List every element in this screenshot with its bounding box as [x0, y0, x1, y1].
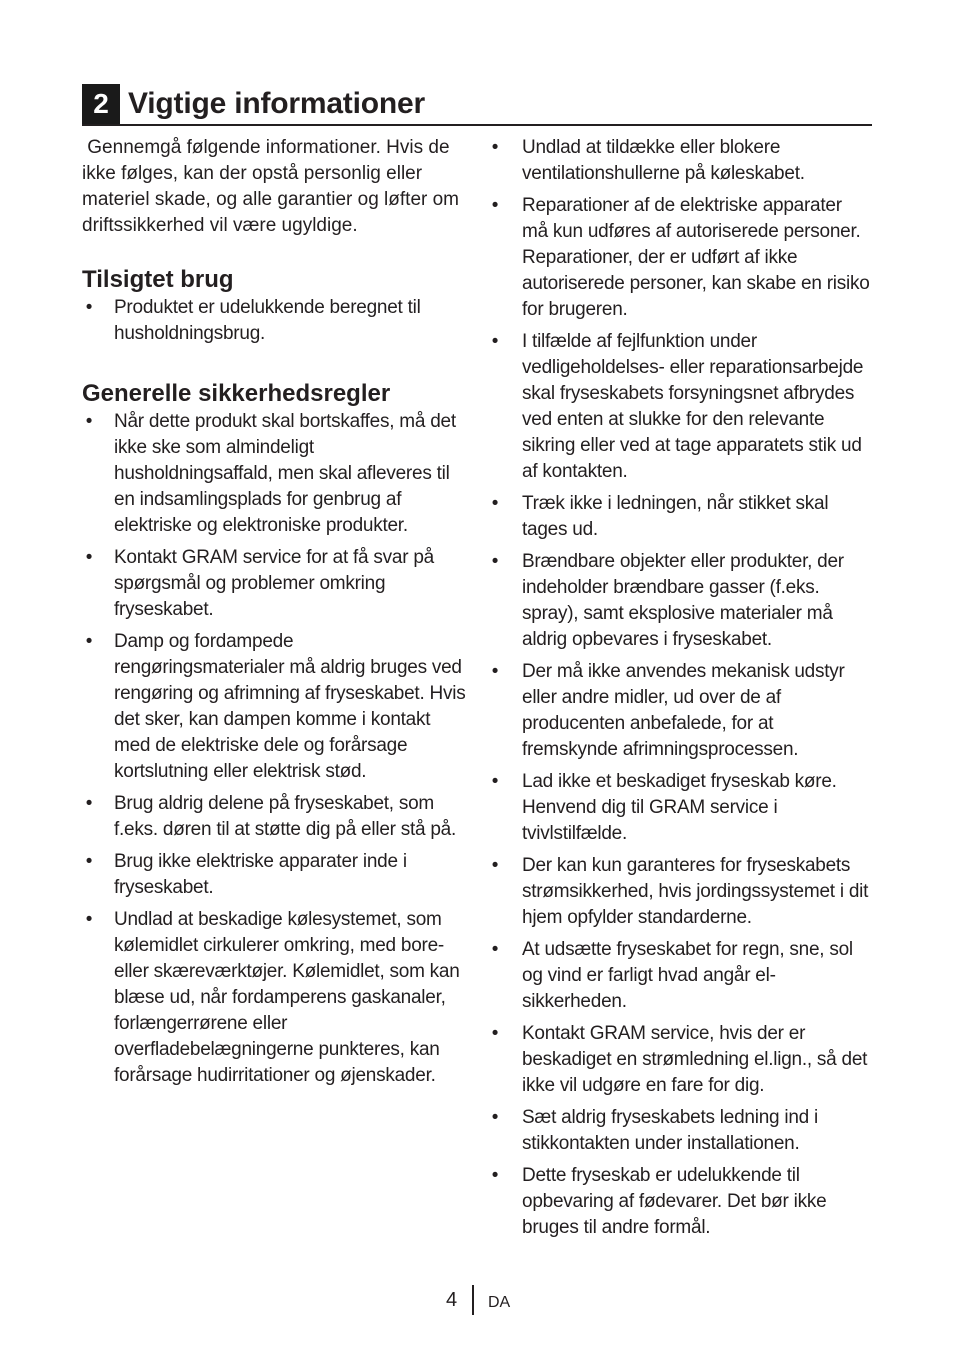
list-item-text: Undlad at beskadige kølesystemet, som kølemidlet cirkulerer omkring, med bore- eller skæreværktøjer. Kølemidlet, som kan blæse ud, når fordamperens gaskanaler, forlængerrørene eller overfladebelægningerne punkteres, kan forårsage hudirritationer og øjenskader. — [114, 909, 460, 1086]
list-item — [82, 545, 466, 623]
list-item-text: At udsætte fryseskabet for regn, sne, sol og vind er farligt hvad angår el-sikkerheden. — [522, 939, 853, 1012]
list-item — [488, 769, 872, 847]
list-item-text: Kontakt GRAM service for at få svar på spørgsmål og problemer omkring fryseskabet. — [114, 547, 434, 620]
bullet-icon: • — [85, 909, 93, 930]
list-item — [82, 409, 466, 539]
bullet-icon: • — [491, 195, 499, 216]
page-number: 4 — [446, 1289, 458, 1311]
footer-divider — [472, 1285, 474, 1315]
left-column — [82, 135, 466, 1095]
heading-generelle-sikkerhedsregler: Generelle sikkerhedsregler — [82, 380, 391, 407]
list-item-text: Brug ikke elektriske apparater inde i fryseskabet. — [114, 851, 407, 898]
bullet-icon: • — [85, 631, 93, 652]
list-item — [488, 659, 872, 763]
heading-tilsigtet-brug: Tilsigtet brug — [82, 266, 234, 293]
bullet-icon: • — [85, 547, 93, 568]
list-item — [82, 907, 466, 1089]
bullet-icon: • — [491, 493, 499, 514]
list-item-text: Kontakt GRAM service, hvis der er beskadiget en strømledning el.lign., så det ikke vil udgøre en fare for dig. — [522, 1023, 868, 1096]
bullet-icon: • — [85, 411, 93, 432]
bullet-icon: • — [491, 771, 499, 792]
list-item — [488, 1105, 872, 1157]
bullet-icon: • — [491, 1107, 499, 1128]
bullet-icon: • — [491, 137, 499, 158]
list-item — [488, 1163, 872, 1241]
right-safety-list — [488, 135, 872, 1241]
page-header — [82, 84, 872, 126]
list-item-text: Der kan kun garanteres for fryseskabets strømsikkerhed, hvis jordingssystemet i dit hjem opfylder standarderne. — [522, 855, 869, 928]
list-item-text: Der må ikke anvendes mekanisk udstyr eller andre midler, ud over de af producenten anbefalede, for at fremskynde afrimningsprocessen. — [522, 661, 845, 760]
bullet-icon: • — [491, 551, 499, 572]
list-item — [488, 549, 872, 653]
list-item-text: I tilfælde af fejlfunktion under vedligeholdelses- eller reparationsarbejde skal fryseskabets forsyningsnet afbrydes ved enten at slukke for den relevante sikring eller ved at tage apparatets stik ud af kontakten. — [522, 331, 864, 482]
list-item — [82, 629, 466, 785]
intro-paragraph: Gennemgå følgende informationer. Hvis de ikke følges, kan der opstå personlig eller materiel skade, og alle garantier og løfter om driftssikkerhed vil være ugyldige. — [82, 137, 465, 236]
bullet-icon: • — [491, 939, 499, 960]
bullet-icon: • — [491, 331, 499, 352]
bullet-icon: • — [85, 851, 93, 872]
bullet-icon: • — [85, 793, 93, 814]
bullet-icon: • — [491, 1023, 499, 1044]
list-item-text: Undlad at tildække eller blokere ventilationshullerne på køleskabet. — [522, 137, 805, 184]
language-code: DA — [488, 1294, 511, 1311]
list-item — [488, 1021, 872, 1099]
list-item-text: Produktet er udelukkende beregnet til husholdningsbrug. — [114, 297, 421, 344]
list-item — [488, 491, 872, 543]
list-item — [82, 295, 466, 347]
generelle-list — [82, 409, 466, 1089]
list-item-text: Sæt aldrig fryseskabets ledning ind i stikkontakten under installationen. — [522, 1107, 818, 1154]
section-number-badge: 2 — [82, 84, 120, 124]
right-column — [488, 135, 872, 1247]
tilsigtet-brug-list — [82, 295, 466, 347]
list-item — [488, 135, 872, 187]
list-item — [82, 791, 466, 843]
bullet-icon: • — [491, 661, 499, 682]
list-item-text: Dette fryseskab er udelukkende til opbevaring af fødevarer. Det bør ikke bruges til andre formål. — [522, 1165, 827, 1238]
list-item — [488, 937, 872, 1015]
list-item — [488, 193, 872, 323]
list-item — [488, 329, 872, 485]
list-item-text: Brændbare objekter eller produkter, der indeholder brændbare gasser (f.eks. spray), samt eksplosive materialer må aldrig opbevares i fryseskabet. — [522, 551, 844, 650]
list-item-text: Damp og fordampede rengøringsmaterialer må aldrig bruges ved rengøring og afrimning af fryseskabet. Hvis det sker, kan dampen komme i kontakt med de elektriske dele og forårsage kortslutning eller elektrisk stød. — [114, 631, 466, 782]
list-item-text: Lad ikke et beskadiget fryseskab køre. Henvend dig til GRAM service i tvivlstilfælde. — [522, 771, 837, 844]
list-item — [82, 849, 466, 901]
page-footer — [0, 1285, 954, 1317]
list-item-text: Træk ikke i ledningen, når stikket skal tages ud. — [522, 493, 829, 540]
bullet-icon: • — [491, 855, 499, 876]
list-item-text: Når dette produkt skal bortskaffes, må det ikke ske som almindeligt husholdningsaffald, men skal afleveres til en indsamlingsplads for genbrug af elektriske og elektroniske produkter. — [114, 411, 456, 536]
bullet-icon: • — [491, 1165, 499, 1186]
list-item-text: Brug aldrig delene på fryseskabet, som f.eks. døren til at støtte dig på eller stå på. — [114, 793, 457, 840]
bullet-icon: • — [85, 297, 93, 318]
list-item-text: Reparationer af de elektriske apparater må kun udføres af autoriserede personer. Reparationer, der er udført af ikke autoriserede personer, kan skabe en risiko for brugeren. — [522, 195, 870, 320]
list-item — [488, 853, 872, 931]
page-title: Vigtige informationer — [128, 87, 425, 120]
